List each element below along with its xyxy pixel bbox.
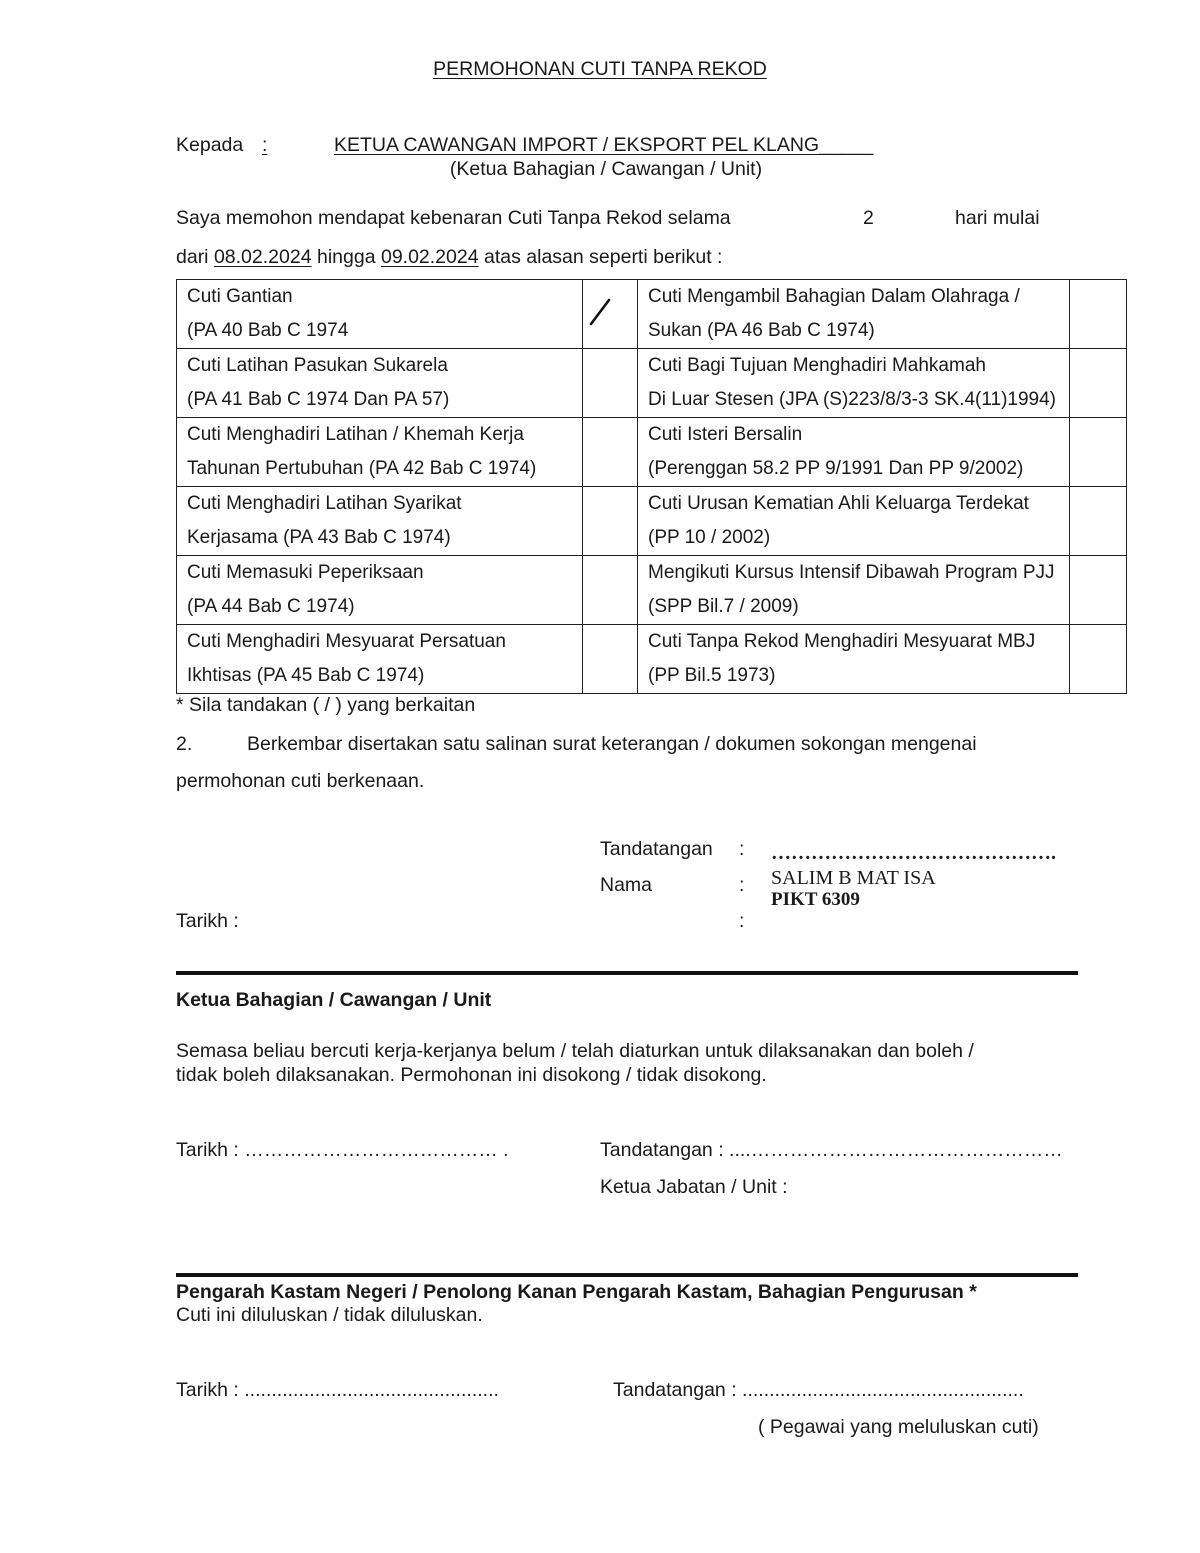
director-sign: Tandatangan : .................................................... [613, 1379, 1024, 1401]
request-days-suffix: hari mulai [955, 207, 1040, 229]
reason-line: Mengikuti Kursus Intensif Dibawah Program PJJ [648, 562, 1055, 583]
reason-checkbox-right[interactable] [1070, 280, 1127, 349]
request-date-line [176, 246, 722, 269]
reason-checkbox-left[interactable] [583, 556, 638, 625]
reason-line: Cuti Isteri Bersalin [648, 424, 803, 445]
reason-line: (PP Bil.5 1973) [648, 665, 776, 686]
to-sub: (Ketua Bahagian / Cawangan / Unit) [449, 158, 763, 180]
head-section-text2: tidak boleh dilaksanakan. Permohonan ini disokong / tidak disokong. [176, 1064, 767, 1086]
reason-row [177, 487, 1127, 556]
reason-line: (PP 10 / 2002) [648, 527, 771, 548]
reason-line: (PA 44 Bab C 1974) [187, 596, 355, 617]
reason-checkbox-left[interactable] [583, 349, 638, 418]
to-value: KETUA CAWANGAN IMPORT / EKSPORT PEL KLANG_____ [334, 134, 874, 156]
reason-right [638, 556, 1070, 625]
applicant-id: PIKT 6309 [771, 889, 860, 910]
reason-row [177, 418, 1127, 487]
reason-line: Cuti Latihan Pasukan Sukarela [187, 355, 448, 376]
reason-line: Cuti Urusan Kematian Ahli Keluarga Terdekat [648, 493, 1029, 514]
director-section-title: Pengarah Kastam Negeri / Penolong Kanan Pengarah Kastam, Bahagian Pengurusan * [176, 1281, 977, 1303]
reason-line: Cuti Bagi Tujuan Menghadiri Mahkamah [648, 355, 986, 376]
head-unit-label: Ketua Jabatan / Unit : [600, 1176, 788, 1198]
reason-left [177, 349, 583, 418]
reason-left [177, 280, 583, 349]
reason-line: Cuti Memasuki Peperiksaan [187, 562, 424, 583]
to-colon: : [262, 134, 268, 156]
to-label: Kepada [176, 134, 244, 156]
director-date: Tarikh : ............................................... [176, 1379, 499, 1401]
reason-right [638, 418, 1070, 487]
para2-number: 2. [176, 733, 193, 755]
reason-row [177, 280, 1127, 349]
reason-right [638, 349, 1070, 418]
approving-officer: ( Pegawai yang meluluskan cuti) [758, 1416, 1039, 1438]
page-title: PERMOHONAN CUTI TANPA REKOD [433, 58, 767, 80]
reason-line: (PA 41 Bab C 1974 Dan PA 57) [187, 389, 450, 410]
tick-mark-icon [583, 280, 637, 346]
reason-checkbox-left[interactable] [583, 280, 638, 349]
head-section-title: Ketua Bahagian / Cawangan / Unit [176, 989, 492, 1011]
request-text: Saya memohon mendapat kebenaran Cuti Tanpa Rekod selama [176, 207, 731, 229]
reason-line: Di Luar Stesen (JPA (S)223/8/3-3 SK.4(11)1994) [648, 389, 1057, 410]
until-date: 09.02.2024 [380, 246, 479, 268]
reason-right [638, 487, 1070, 556]
director-section-text: Cuti ini diluluskan / tidak diluluskan. [176, 1304, 483, 1326]
date-colon: : [739, 910, 745, 932]
reason-right [638, 625, 1070, 694]
reason-checkbox-right[interactable] [1070, 418, 1127, 487]
tick-note: * Sila tandakan ( / ) yang berkaitan [176, 694, 476, 716]
applicant-name: SALIM B MAT ISA [771, 867, 936, 889]
head-date: Tarikh : ………………………………… . [176, 1139, 509, 1161]
reason-row [177, 556, 1127, 625]
divider-rule [176, 1273, 1078, 1277]
reason-intro: atas alasan seperti berikut : [484, 246, 723, 268]
reason-line: (Perenggan 58.2 PP 9/1991 Dan PP 9/2002) [648, 458, 1024, 479]
from-label: dari [176, 246, 209, 268]
head-section-text1: Semasa beliau bercuti kerja-kerjanya belum / telah diaturkan untuk dilaksanakan dan boleh / [176, 1040, 974, 1062]
reason-checkbox-left[interactable] [583, 418, 638, 487]
reason-line: Ikhtisas (PA 45 Bab C 1974) [187, 665, 425, 686]
reason-line: Kerjasama (PA 43 Bab C 1974) [187, 527, 451, 548]
name-label: Nama [600, 874, 653, 896]
until-label: hingga [316, 246, 376, 268]
reason-checkbox-left[interactable] [583, 487, 638, 556]
reason-line: Sukan (PA 46 Bab C 1974) [648, 320, 875, 341]
reason-left [177, 418, 583, 487]
reason-checkbox-right[interactable] [1070, 487, 1127, 556]
date-label: Tarikh : [176, 910, 239, 932]
reason-line: Cuti Tanpa Rekod Menghadiri Mesyuarat MBJ [648, 631, 1036, 652]
name-colon: : [739, 874, 745, 896]
reason-line: (SPP Bil.7 / 2009) [648, 596, 799, 617]
reason-row [177, 625, 1127, 694]
reason-checkbox-left[interactable] [583, 625, 638, 694]
reason-line: Cuti Menghadiri Latihan Syarikat [187, 493, 462, 514]
reason-left [177, 625, 583, 694]
reason-line: Cuti Mengambil Bahagian Dalam Olahraga / [648, 286, 1020, 307]
para2-text2: permohonan cuti berkenaan. [176, 770, 425, 792]
reason-row [177, 349, 1127, 418]
from-date: 08.02.2024 [213, 246, 312, 268]
sign-label: Tandatangan [600, 838, 713, 860]
reason-line: (PA 40 Bab C 1974 [187, 320, 349, 341]
divider-rule [176, 971, 1078, 975]
reason-checkbox-right[interactable] [1070, 349, 1127, 418]
reasons-table [176, 279, 1127, 694]
para2-text: Berkembar disertakan satu salinan surat keterangan / dokumen sokongan mengenai [247, 733, 977, 755]
reason-checkbox-right[interactable] [1070, 556, 1127, 625]
head-sign: Tandatangan : ....………………………………………… [600, 1139, 1063, 1161]
reason-left [177, 487, 583, 556]
reason-line: Tahunan Pertubuhan (PA 42 Bab C 1974) [187, 458, 537, 479]
reason-line: Cuti Menghadiri Latihan / Khemah Kerja [187, 424, 524, 445]
reason-left [177, 556, 583, 625]
reason-line: Cuti Menghadiri Mesyuarat Persatuan [187, 631, 506, 652]
reason-right [638, 280, 1070, 349]
reason-line: Cuti Gantian [187, 286, 293, 307]
sign-colon: : [739, 838, 745, 860]
request-days: 2 [863, 207, 874, 229]
sign-dots: ……………………………………. [771, 842, 1056, 864]
reason-checkbox-right[interactable] [1070, 625, 1127, 694]
